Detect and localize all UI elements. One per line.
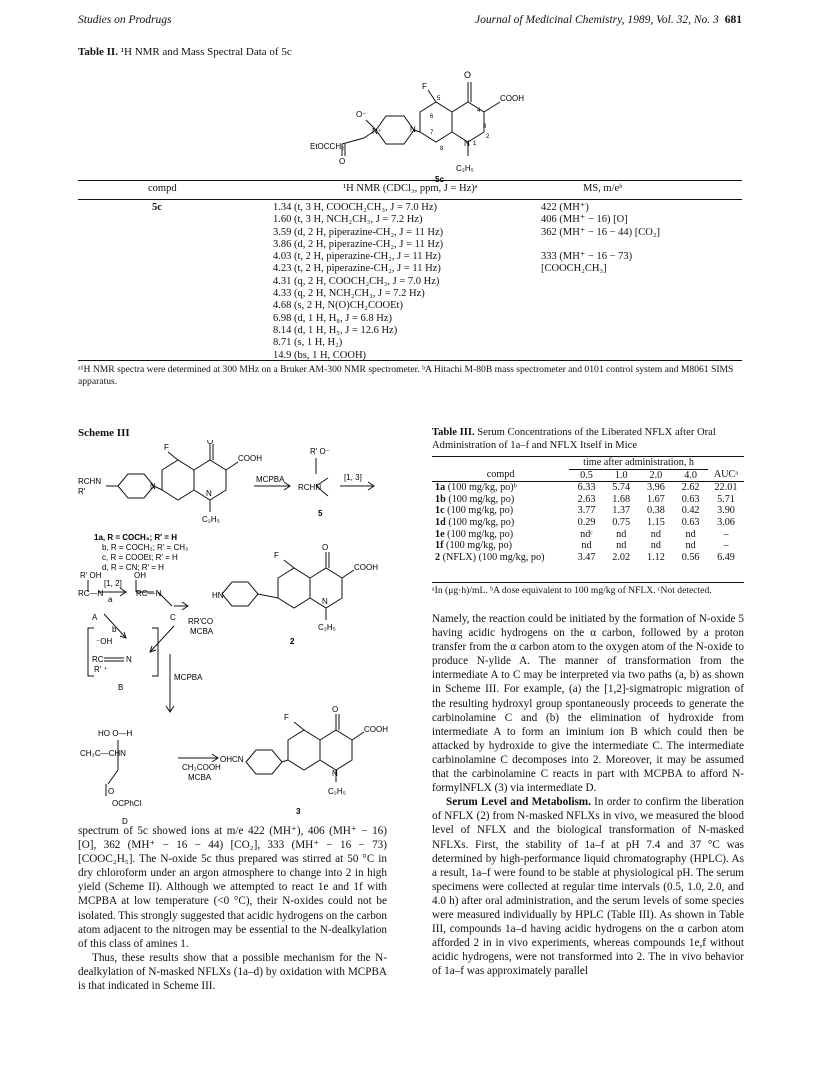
table3-col: 4.0 (673, 469, 708, 482)
cell: nd (616, 540, 627, 552)
cell: 0.42 (681, 505, 700, 517)
svg-text:C₂H₅: C₂H₅ (202, 515, 220, 524)
svg-text:2: 2 (486, 134, 490, 140)
cell: nd (685, 540, 696, 552)
svg-text:5: 5 (437, 96, 441, 102)
scheme-ch3cooh: CH₃COOH (182, 763, 221, 772)
scheme-iii (78, 440, 398, 825)
svg-text:F: F (284, 713, 289, 722)
row-dose: (100 mg/kg, po) (448, 493, 515, 505)
body-right-column (432, 612, 744, 978)
cell: nd (616, 528, 627, 540)
svg-text:N: N (322, 597, 328, 606)
cell: 5.74 (612, 482, 631, 494)
ms-line (541, 239, 660, 251)
row-dose: (100 mg/kg, po) (448, 516, 515, 528)
row-compound: 1c (435, 505, 445, 517)
cell: 5.71 (717, 493, 735, 505)
nmr-line: 3.59 (d, 2 H, piperazine-CH₂, J = 11 Hz) (273, 226, 444, 238)
table2-col-ms: MS, m/eᵇ (583, 183, 623, 194)
table3-group-header: time after administration, h (569, 457, 708, 470)
row-compound: 1d (435, 516, 446, 528)
cell: 1.68 (612, 493, 631, 505)
svg-text:R′ O⁻: R′ O⁻ (310, 447, 330, 456)
row-dose: (100 mg/kg, po) (447, 505, 514, 517)
svg-text:⁻OH: ⁻OH (96, 637, 113, 646)
table-row (432, 529, 744, 541)
scheme-shift13: [1, 3] (344, 473, 362, 482)
scheme-label-D: D (122, 817, 128, 825)
scheme-cmpd3: 3 (296, 807, 301, 816)
row-compound: 1f (435, 540, 444, 552)
table3-group-row (432, 457, 744, 470)
ms-line: 333 (MH⁺ − 16 − 73) (541, 251, 633, 263)
svg-text:F: F (422, 82, 427, 91)
scheme-mcba: MCBA (190, 627, 214, 636)
nmr-line: 4.68 (s, 2 H, N(O)CH₂COOEt) (273, 300, 403, 312)
paragraph-text: In order to confirm the liberation of NFLX (2) from N-masked NFLXs in vivo, we measured the blood level of NFLX and the biological transformation of N-masked NFLXs. First, the stability of 1a–f at pH 7.4 and 37 °C was determined by high-performance liquid chromatography (HPLC). As a result, 1a–f were found to be stable at physiological pH. The serum specimens were collected at regular time intervals (0.5, 1.0, 2.0, and 4.0 h) after oral administration, and the serum levels of some species were measured individually by HPLC (Table III). As shown in Table III, compounds 1a–d having acidic hydrogens on the α carbon atom afforded 2 in in vivo experiments, whereas compounds 1e,f without acidic hydrogens, were not transformed into 2. The in vivo behavior of 1a–f was approximately parallel (432, 796, 744, 978)
table-row (432, 540, 744, 552)
svg-text:C₂H₅: C₂H₅ (318, 623, 336, 632)
structure-5c-label: 5c (435, 175, 444, 182)
table-row (432, 505, 744, 517)
table-row (432, 517, 744, 529)
table3-header-row (432, 469, 744, 482)
cell: 2.63 (577, 493, 596, 505)
svg-text:1: 1 (473, 141, 477, 147)
nmr-line: 4.33 (q, 2 H, NCH₂CH₃, J = 7.2 Hz) (273, 288, 425, 300)
scheme-shift12: [1, 2] (104, 579, 122, 588)
row-dose: (100 mg/kg, po)ᵇ (447, 482, 517, 494)
paragraph (432, 795, 744, 978)
svg-text:O⁻: O⁻ (356, 110, 367, 119)
scheme-legend-d: d, R = CN; R′ = H (102, 563, 164, 572)
svg-text:8: 8 (440, 146, 444, 152)
scheme-mcpba2: MCPBA (174, 673, 203, 682)
svg-text:O: O (464, 70, 472, 80)
svg-text:O: O (332, 705, 339, 714)
scheme-legend-b: b, R = COCH₃; R′ = CH₃ (102, 543, 189, 552)
nmr-line: 4.31 (q, 2 H, COOCH₂CH₃, J = 7.0 Hz) (273, 275, 440, 287)
table2-col-compd: compd (148, 183, 177, 194)
cell: 1.15 (646, 516, 665, 528)
svg-text:O: O (207, 440, 214, 446)
svg-text:OCPhCl: OCPhCl (112, 799, 142, 808)
cell: 1.37 (612, 505, 631, 517)
table2-footnote: ᵃ¹H NMR spectra were determined at 300 MHz on a Bruker AM-300 NMR spectrometer. ᵇA Hitachi M-80B mass spectrometer and 0101 control system and M8061 SIMS apparatus. (78, 360, 742, 388)
svg-text:COOH: COOH (500, 94, 524, 103)
cell: 1.67 (646, 493, 665, 505)
cell: 2.62 (681, 482, 700, 494)
scheme-rrco: RR′CO (188, 617, 214, 626)
svg-text:O: O (108, 787, 115, 796)
table3 (432, 456, 744, 563)
running-header-left: Studies on Prodrugs (78, 14, 172, 26)
svg-text:EtOCCH₂: EtOCCH₂ (310, 142, 345, 151)
cell: ndᶜ (580, 528, 593, 540)
nmr-line: 4.03 (t, 2 H, piperazine-CH₂, J = 11 Hz) (273, 251, 441, 263)
table2 (78, 180, 742, 388)
ms-line: 406 (MH⁺ − 16) [O] (541, 214, 628, 226)
cell: 3.47 (577, 551, 596, 563)
table2-title (78, 46, 292, 58)
svg-text:OHCN: OHCN (220, 755, 244, 764)
svg-text:RC: RC (92, 655, 104, 664)
nmr-line: 14.9 (bs, 1 H, COOH) (273, 349, 367, 361)
cell: 3.90 (717, 505, 735, 517)
table2-col-nmr: ¹H NMR (CDCl₃, ppm, J = Hz)ᵃ (343, 183, 478, 194)
svg-text:COOH: COOH (238, 454, 262, 463)
svg-text:HO O—H: HO O—H (98, 729, 133, 738)
table2-label: Table II. (78, 46, 118, 58)
ms-line: 422 (MH⁺) (541, 202, 589, 213)
cell: 2.02 (612, 551, 631, 563)
paragraph: spectrum of 5c showed ions at m/e 422 (MH⁺), 406 (MH⁺ − 16) [O], 362 (MH⁺ − 16 − 44) [CO₂], 333 (MH⁺ − 16 − 73) [COOC₂H₅]. The N-oxide 5c thus prepared was stirred at 50 °C in dry chloroform under an argon atmosphere to change into 2 in high yield (Scheme II). Although we attempted to react 1e and 1f with MCPBA at low temperature (<0 °C), their N-oxides could not be isolated. This strongly suggested that acidic hydrogens on the carbon atom adjacent to the nitrogen may be essential to the N-dealkylation of this class of amines 1. (78, 825, 387, 950)
scheme-legend-c: c, R = COOEt; R′ = H (102, 553, 178, 562)
page-number: 681 (724, 14, 742, 26)
paragraph: Thus, these results show that a possible mechanism for the N-dealkylation of N-masked NFLXs (1a–d) by oxidation with MCPBA is that indicated in Scheme III. (78, 951, 387, 993)
cell: 0.38 (646, 505, 665, 517)
scheme-path-a: a (108, 595, 113, 604)
table3-col: 1.0 (604, 469, 639, 482)
row-compound: 1b (435, 493, 446, 505)
table3-col: 0.5 (569, 469, 604, 482)
cell: 1.12 (646, 551, 665, 563)
nmr-line: 4.23 (t, 2 H, piperazine-CH₂, J = 11 Hz) (273, 263, 441, 275)
row-dose: (100 mg/kg, po) (446, 540, 512, 552)
nmr-list (273, 202, 443, 362)
cell: nd (685, 528, 696, 540)
scheme-mcba2: MCBA (188, 773, 212, 782)
scheme-reagent-mcpba: MCPBA (256, 475, 285, 484)
svg-text:F: F (164, 443, 169, 452)
scheme-title: Scheme III (78, 427, 130, 439)
svg-text:RCHN: RCHN (298, 483, 322, 492)
ms-list (541, 202, 660, 276)
svg-text:3: 3 (483, 124, 487, 130)
row-compound: 1a (435, 482, 446, 494)
svg-text:OH: OH (134, 571, 146, 580)
nmr-line: 6.98 (d, 1 H, H₈, J = 6.8 Hz) (273, 312, 392, 324)
cell: 0.63 (681, 493, 700, 505)
scheme-label-C: C (170, 613, 176, 622)
svg-text:N: N (150, 482, 156, 491)
svg-text:RC—N: RC—N (78, 589, 104, 598)
svg-text:HN: HN (212, 591, 224, 600)
scheme-cmpd2: 2 (290, 637, 295, 646)
table3-label: Table III. (432, 427, 475, 438)
table-row (432, 482, 744, 494)
table3-col: 2.0 (639, 469, 674, 482)
scheme-cmpd5: 5 (318, 509, 323, 518)
svg-text:N: N (464, 139, 470, 148)
svg-text:O: O (339, 157, 346, 166)
cell: 3.06 (717, 516, 735, 528)
svg-text:N: N (332, 769, 338, 778)
cell: – (723, 540, 729, 552)
ms-line: [COOCH₂CH₃] (541, 263, 607, 275)
svg-text:N: N (410, 125, 416, 134)
cell: 22.01 (714, 482, 738, 494)
table3-caption: Serum Concentrations of the Liberated NFLX after Oral Administration of 1a–f and NFLX Itself in Mice (432, 427, 716, 451)
row-compound: 2 (435, 551, 441, 563)
cell: nd (650, 528, 661, 540)
svg-text:6: 6 (430, 114, 434, 120)
journal-citation: Journal of Medicinal Chemistry, 1989, Vol. 32, No. 3 (475, 14, 719, 26)
svg-text:COOH: COOH (354, 563, 378, 572)
cell: 6.49 (717, 551, 735, 563)
svg-text:F: F (274, 551, 279, 560)
cell: 0.29 (577, 516, 596, 528)
structure-5c (280, 60, 540, 182)
body-left-column (78, 824, 387, 993)
cell: 3.96 (646, 482, 665, 494)
nmr-line: 1.60 (t, 3 H, NCH₂CH₃, J = 7.2 Hz) (273, 214, 423, 226)
row-compound: 1e (435, 528, 445, 540)
svg-text:N: N (206, 489, 212, 498)
table3-footnote: ᵃIn (μg·h)/mL. ᵇA dose equivalent to 100 mg/kg of NFLX. ᶜNot detected. (432, 582, 744, 597)
svg-text:C₂H₅: C₂H₅ (456, 164, 474, 173)
cell: nd (650, 540, 661, 552)
cell: 0.63 (681, 516, 700, 528)
ms-line: 362 (MH⁺ − 16 − 44) [CO₂] (541, 226, 661, 238)
svg-text:CH₃C—CHN: CH₃C—CHN (80, 749, 126, 758)
svg-text:N: N (126, 655, 132, 664)
table-row (432, 494, 744, 506)
svg-text:RC—N: RC—N (136, 589, 162, 598)
cell: 6.33 (577, 482, 596, 494)
cell: 3.77 (577, 505, 596, 517)
scheme-path-b: b (112, 625, 117, 634)
table2-compound: 5c (152, 202, 162, 213)
cell: – (723, 528, 729, 540)
section-heading: Serum Level and Metabolism. (446, 796, 591, 809)
svg-text:R′ ⁺: R′ ⁺ (94, 665, 108, 674)
table3-col: compd (432, 469, 569, 482)
scheme-label-A: A (92, 613, 98, 622)
running-header-right (475, 14, 742, 26)
nmr-line: 1.34 (t, 3 H, COOCH₂CH₃, J = 7.0 Hz) (273, 202, 438, 213)
scheme-label-B: B (118, 683, 124, 692)
row-dose: (NFLX) (100 mg/kg, po) (442, 551, 545, 563)
svg-text:O: O (322, 543, 329, 552)
svg-text:R′: R′ (78, 487, 86, 496)
nmr-line: 8.14 (d, 1 H, H₅, J = 12.6 Hz) (273, 324, 398, 336)
table3-col: AUCᵃ (708, 469, 744, 482)
svg-text:C₂H₅: C₂H₅ (328, 787, 346, 796)
table3-title (432, 427, 744, 452)
svg-text:RCHN: RCHN (78, 477, 102, 486)
table2-caption: ¹H NMR and Mass Spectral Data of 5c (120, 46, 292, 58)
nmr-line: 8.71 (s, 1 H, H₂) (273, 337, 343, 349)
cell: nd (581, 540, 592, 552)
row-dose: (100 mg/kg, po) (447, 528, 514, 540)
table-row (432, 552, 744, 564)
svg-text:R′ OH: R′ OH (80, 571, 102, 580)
table2-body (78, 200, 742, 360)
svg-text:7: 7 (430, 130, 434, 136)
svg-text:4: 4 (477, 108, 481, 114)
cell: 0.75 (612, 516, 631, 528)
svg-text:COOH: COOH (364, 725, 388, 734)
svg-text:N⁺: N⁺ (372, 127, 382, 136)
table2-header (78, 180, 742, 200)
cell: 0.56 (681, 551, 700, 563)
paragraph: Namely, the reaction could be initiated by the formation of N-oxide 5 having acidic hydrogens on the α carbon, followed by a proton transfer from the α carbon atom to the oxygen atom of the N-oxide to produce N-ylide A. The manner of transformation from the intermediate A to C may be interpreted via two paths (a, b) as shown in Scheme III. For example, (a) the [1,2]-sigmatropic migration of the resulting hydroxyl group spontaneously proceeds to generate the carbinolamine C and (b) the elimination of hydroxide from intermediate A to form an iminium ion B which could then be attacked by hydroxide to give the intermediate C. The intermediate carbinolamine C decomposes into 2. Moreover, it may be assumed that the carbinolamine C reacts in part with MCPBA to afford N-formylNFLX (3) via intermediate D. (432, 613, 744, 795)
scheme-legend-a: 1a, R = COCH₃; R′ = H (94, 533, 177, 542)
nmr-line: 3.86 (d, 2 H, piperazine-CH₂, J = 11 Hz) (273, 238, 444, 250)
